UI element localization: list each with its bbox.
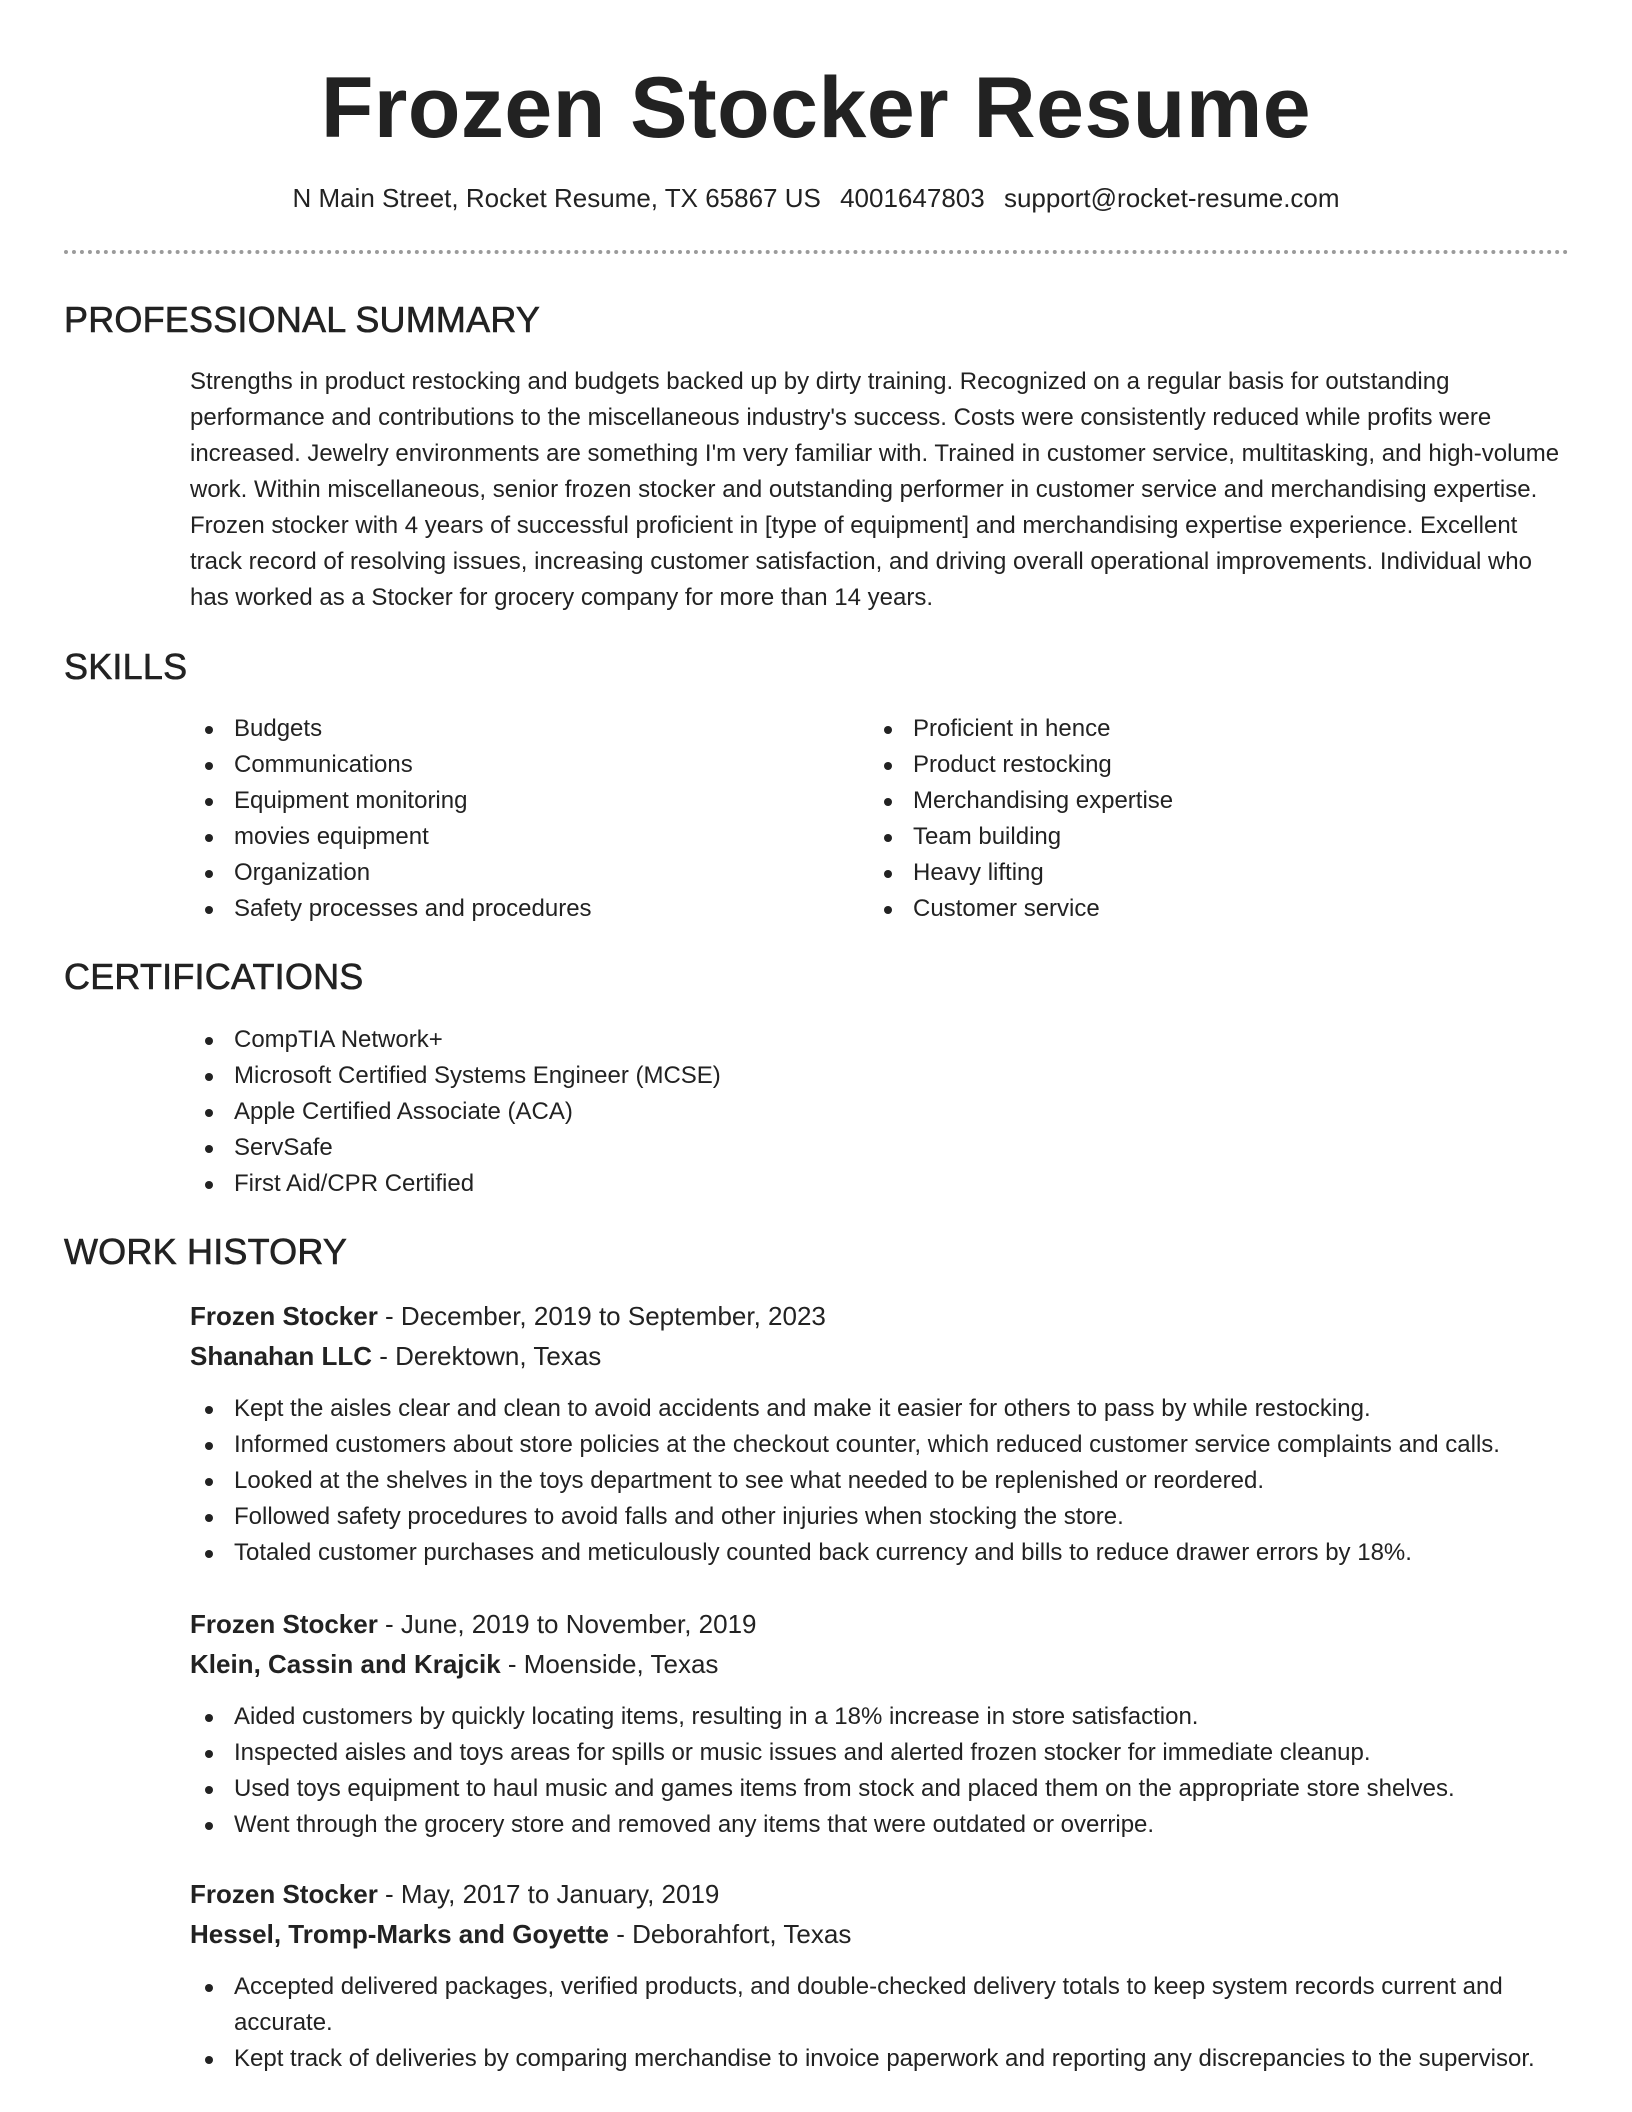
job-duties-list bbox=[190, 1969, 1560, 2077]
summary-text: Strengths in product restocking and budgets backed up by dirty training. Recognized on a regular basis for outstanding performance and contributions to the miscellaneous industry's success. Costs were consistently reduced while profits were increased. Jewelry environments are something I'm very familiar with. Trained in customer service, multitasking, and high-volume work. Within miscellaneous, senior frozen stocker and outstanding performer in customer service and merchandising expertise. Frozen stocker with 4 years of successful proficient in [type of equipment] and merchandising expertise experience. Excellent track record of resolving issues, increasing customer satisfaction, and driving overall operational improvements. Individual who has worked as a Stocker for grocery company for more than 14 years. bbox=[190, 368, 1560, 611]
certification-item: First Aid/CPR Certified bbox=[190, 1166, 1190, 1202]
contact-address: N Main Street, Rocket Resume, TX 65867 US bbox=[292, 183, 821, 213]
skill-item: Proficient in hence bbox=[869, 711, 1489, 747]
skill-item: Customer service bbox=[869, 891, 1489, 927]
job-duty-item: Kept the aisles clear and clean to avoid accidents and make it easier for others to pass by while restocking. bbox=[190, 1391, 1580, 1427]
skill-item: Equipment monitoring bbox=[190, 783, 810, 819]
job-title-line bbox=[190, 1606, 757, 1642]
certification-item: Apple Certified Associate (ACA) bbox=[190, 1094, 1190, 1130]
skill-item: Organization bbox=[190, 855, 810, 891]
job-title-line bbox=[190, 1298, 826, 1334]
job-duty-item: Looked at the shelves in the toys department to see what needed to be replenished or reordered. bbox=[190, 1463, 1580, 1499]
job-title: Frozen Stocker bbox=[190, 1879, 378, 1909]
contact-phone: 4001647803 bbox=[840, 183, 985, 213]
work-history-heading: WORK HISTORY bbox=[64, 1231, 348, 1272]
skills-list-right bbox=[869, 711, 1489, 927]
certification-item: CompTIA Network+ bbox=[190, 1022, 1190, 1058]
skill-item: Heavy lifting bbox=[869, 855, 1489, 891]
certification-item: ServSafe bbox=[190, 1130, 1190, 1166]
header-divider bbox=[64, 250, 1569, 254]
skill-item: Team building bbox=[869, 819, 1489, 855]
job-duty-item: Went through the grocery store and removed any items that were outdated or overripe. bbox=[190, 1807, 1580, 1843]
skill-item: Communications bbox=[190, 747, 810, 783]
job-duties-list bbox=[190, 1699, 1580, 1843]
job-location: - Moenside, Texas bbox=[500, 1649, 719, 1679]
job-duty-item: Totaled customer purchases and meticulously counted back currency and bills to reduce drawer errors by 18%. bbox=[190, 1535, 1580, 1571]
job-company: Klein, Cassin and Krajcik bbox=[190, 1649, 501, 1679]
job-company-line bbox=[190, 1646, 718, 1682]
resume-title: Frozen Stocker Resume bbox=[320, 60, 1312, 156]
job-company: Hessel, Tromp-Marks and Goyette bbox=[190, 1919, 610, 1949]
job-duty-item: Kept track of deliveries by comparing merchandise to invoice paperwork and reporting any discrepancies to the supervisor. bbox=[190, 2041, 1560, 2077]
job-duties-list bbox=[190, 1391, 1580, 1571]
contact-line bbox=[0, 180, 1632, 216]
job-duty-item: Used toys equipment to haul music and games items from stock and placed them on the appropriate store shelves. bbox=[190, 1771, 1580, 1807]
skills-heading: SKILLS bbox=[64, 646, 188, 687]
job-company: Shanahan LLC bbox=[190, 1341, 373, 1371]
job-duty-item: Informed customers about store policies at the checkout counter, which reduced customer service complaints and calls. bbox=[190, 1427, 1580, 1463]
job-location: - Deborahfort, Texas bbox=[609, 1919, 852, 1949]
job-title: Frozen Stocker bbox=[190, 1301, 378, 1331]
job-title: Frozen Stocker bbox=[190, 1609, 378, 1639]
job-company-line bbox=[190, 1338, 601, 1374]
skill-item: movies equipment bbox=[190, 819, 810, 855]
job-duty-item: Inspected aisles and toys areas for spills or music issues and alerted frozen stocker for immediate cleanup. bbox=[190, 1735, 1580, 1771]
skill-item: Budgets bbox=[190, 711, 810, 747]
certifications-list bbox=[190, 1022, 1190, 1202]
job-location: - Derektown, Texas bbox=[372, 1341, 602, 1371]
skill-item: Merchandising expertise bbox=[869, 783, 1489, 819]
job-duty-item: Aided customers by quickly locating items, resulting in a 18% increase in store satisfaction. bbox=[190, 1699, 1580, 1735]
job-duty-item: Followed safety procedures to avoid falls and other injuries when stocking the store. bbox=[190, 1499, 1580, 1535]
job-title-line bbox=[190, 1876, 719, 1912]
job-dates: - June, 2019 to November, 2019 bbox=[377, 1609, 757, 1639]
skills-list-left bbox=[190, 711, 810, 927]
job-company-line bbox=[190, 1916, 851, 1952]
contact-email: support@rocket-resume.com bbox=[1003, 183, 1340, 213]
job-dates: - December, 2019 to September, 2023 bbox=[377, 1301, 826, 1331]
summary-heading: PROFESSIONAL SUMMARY bbox=[64, 299, 541, 340]
skill-item: Product restocking bbox=[869, 747, 1489, 783]
job-duty-item: Accepted delivered packages, verified products, and double-checked delivery totals to keep system records current and accurate. bbox=[190, 1969, 1560, 2041]
skill-item: Safety processes and procedures bbox=[190, 891, 810, 927]
certifications-heading: CERTIFICATIONS bbox=[64, 956, 364, 997]
job-dates: - May, 2017 to January, 2019 bbox=[377, 1879, 720, 1909]
certification-item: Microsoft Certified Systems Engineer (MCSE) bbox=[190, 1058, 1190, 1094]
